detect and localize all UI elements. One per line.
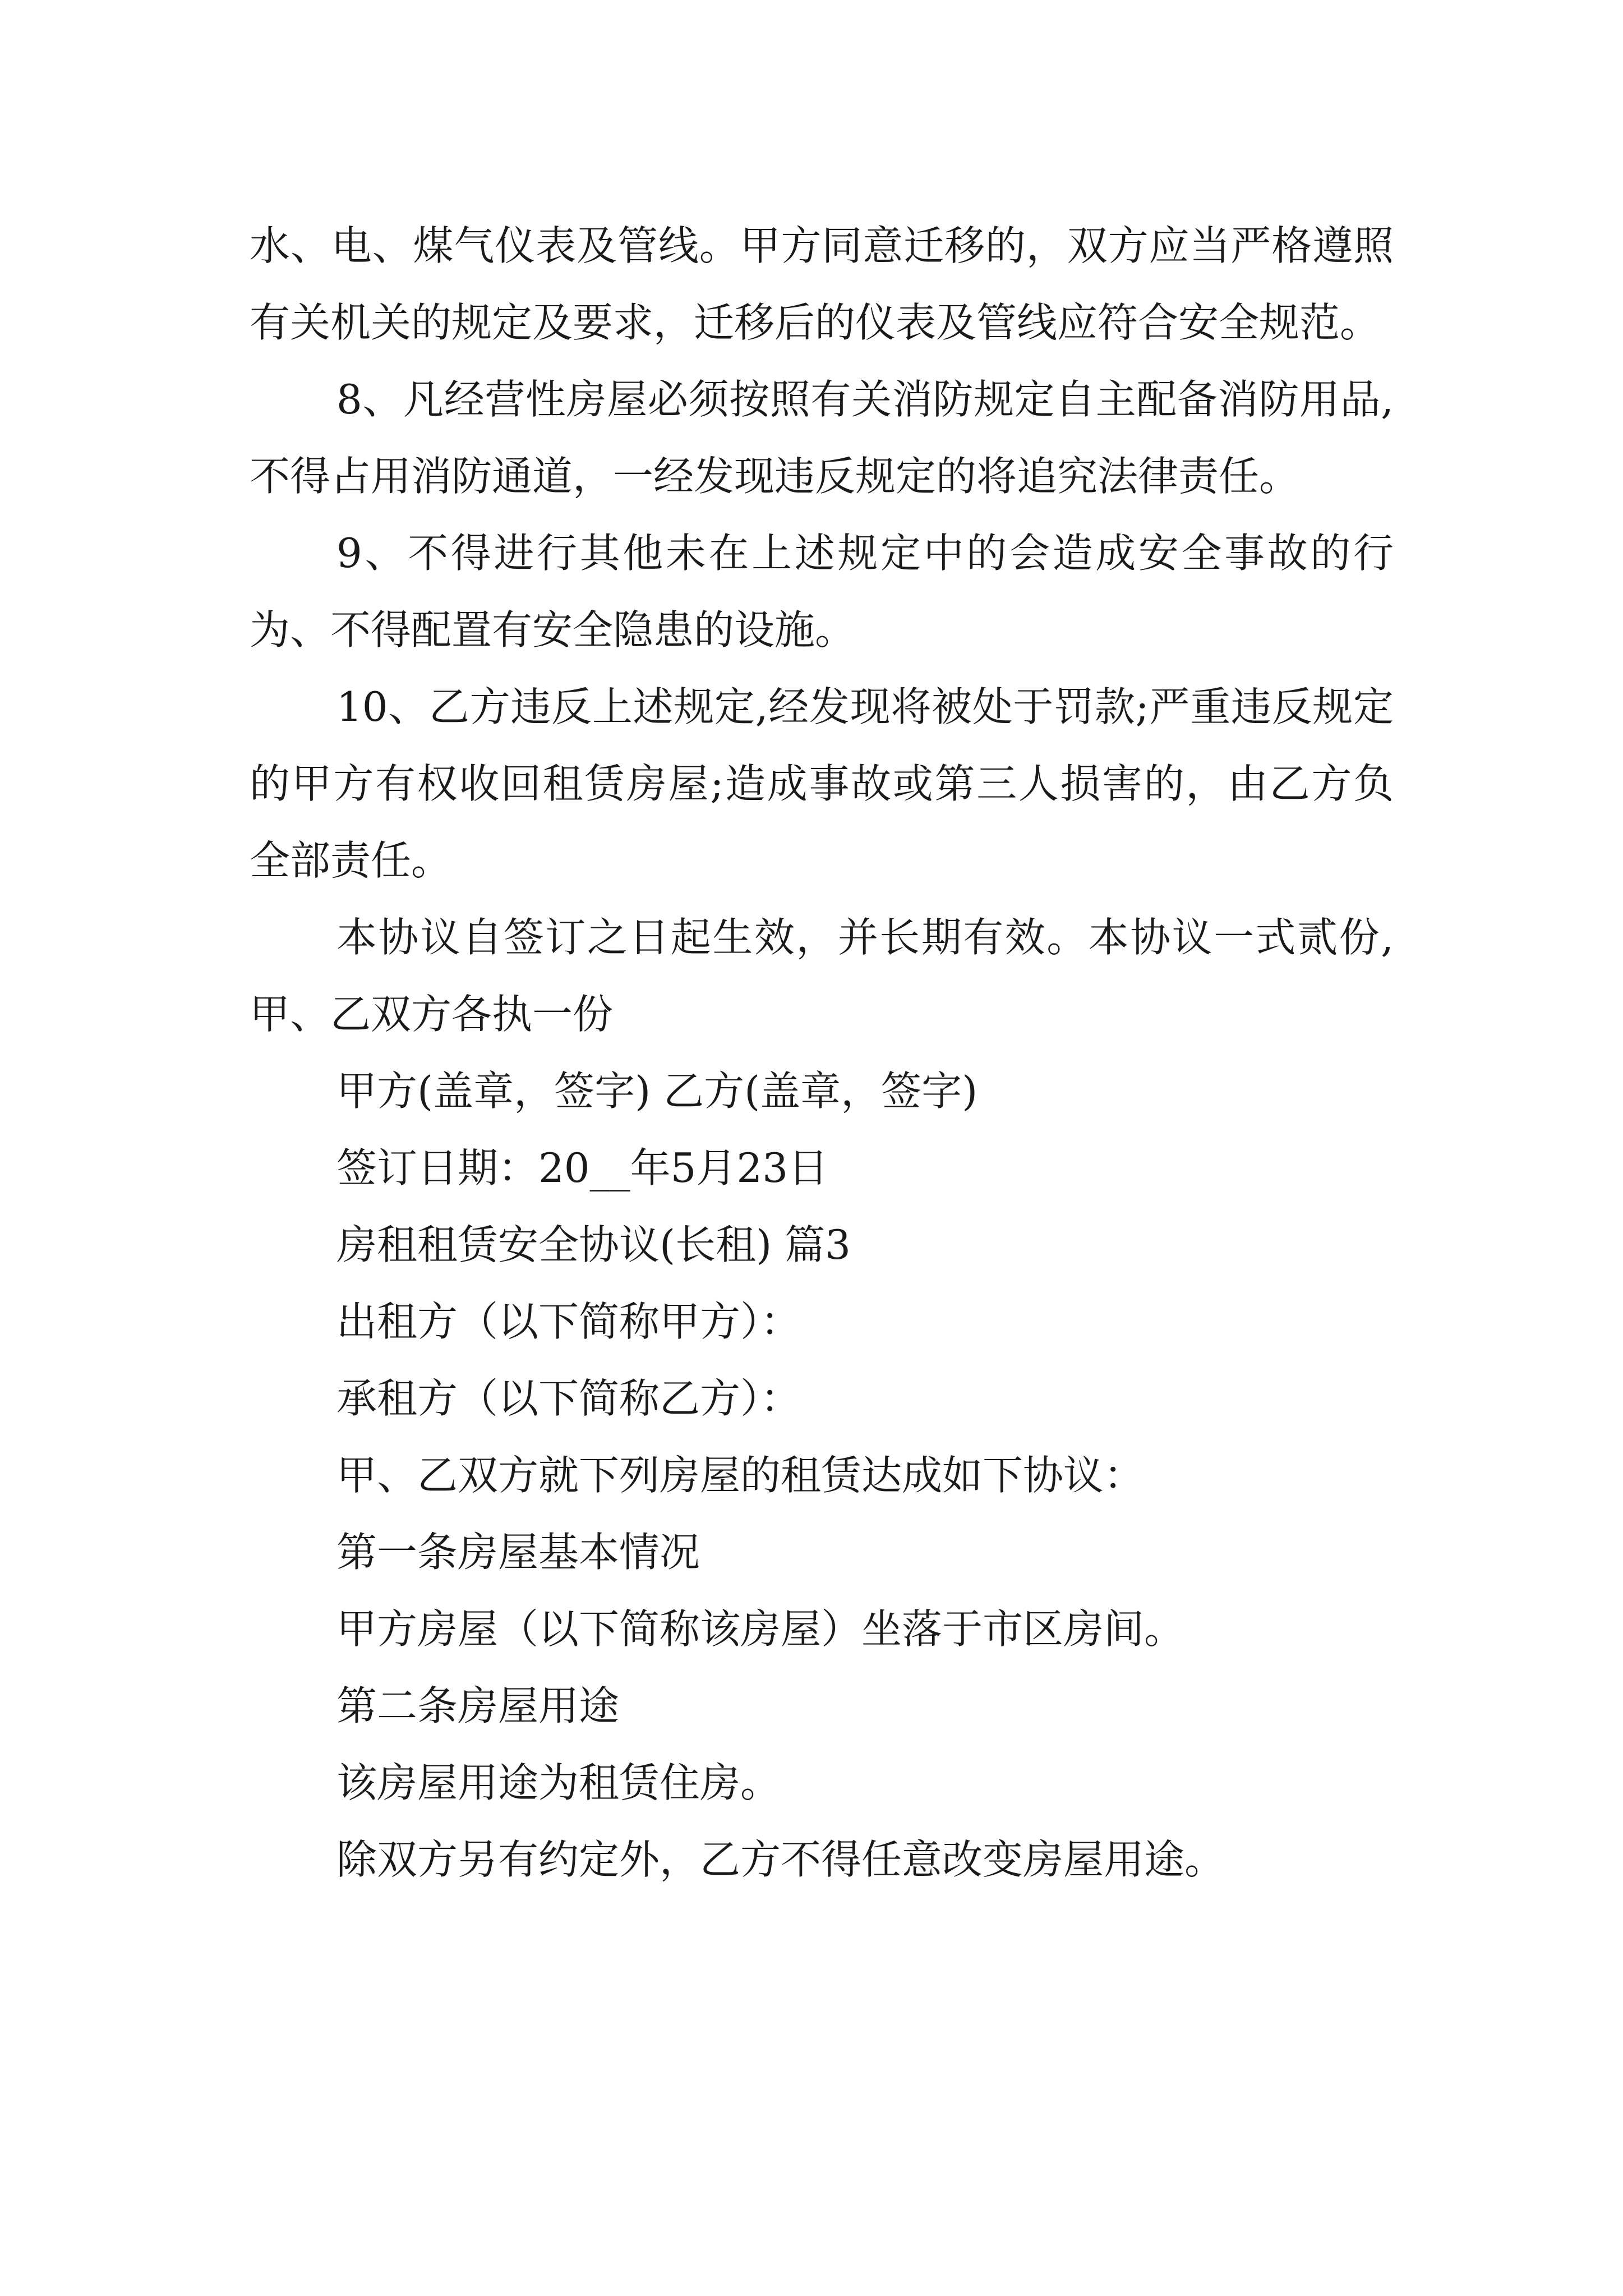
- paragraph-agreement-intro: 甲、乙双方就下列房屋的租赁达成如下协议：: [336, 1452, 1145, 1499]
- section-heading: 房租租赁安全协议(长租) 篇3: [336, 1221, 851, 1268]
- paragraph-clause-8: 8、凡经营性房屋必须按照有关消防规定自主配备消防用品,不得占用消防通道，一经发现违反规定的将追究法律责任。: [250, 376, 1394, 500]
- document-body: [250, 208, 1394, 1898]
- paragraph-signatures: 甲方(盖章，签字) 乙方(盖章，签字): [336, 1068, 978, 1115]
- paragraph-signing-date: 签订日期：20__年5月23日: [336, 1144, 829, 1191]
- paragraph-property-use: 该房屋用途为租赁住房。: [336, 1759, 781, 1806]
- paragraph-clause-10: 10、乙方违反上述规定,经发现将被处于罚款;严重违反规定的甲方有权收回租赁房屋;造成事故或第三人损害的，由乙方负全部责任。: [250, 683, 1394, 884]
- paragraph-clause-9: 9、不得进行其他未在上述规定中的会造成安全事故的行为、不得配置有安全隐患的设施。: [250, 530, 1394, 654]
- paragraph-meter-relocation: 水、电、煤气仪表及管线。甲方同意迁移的，双方应当严格遵照有关机关的规定及要求，迁移后的仪表及管线应符合安全规范。: [250, 222, 1394, 346]
- article-2-heading: 第二条房屋用途: [336, 1682, 620, 1729]
- paragraph-lessee: 承租方（以下简称乙方）：: [336, 1375, 801, 1422]
- paragraph-use-restriction: 除双方另有约定外，乙方不得任意改变房屋用途。: [336, 1836, 1225, 1883]
- paragraph-property-location: 甲方房屋（以下简称该房屋）坐落于市区房间。: [336, 1605, 1185, 1653]
- paragraph-lessor: 出租方（以下简称甲方）：: [336, 1298, 801, 1345]
- article-1-heading: 第一条房屋基本情况: [336, 1529, 700, 1576]
- paragraph-effective-date: 本协议自签订之日起生效，并长期有效。本协议一式贰份,甲、乙双方各执一份: [250, 914, 1394, 1038]
